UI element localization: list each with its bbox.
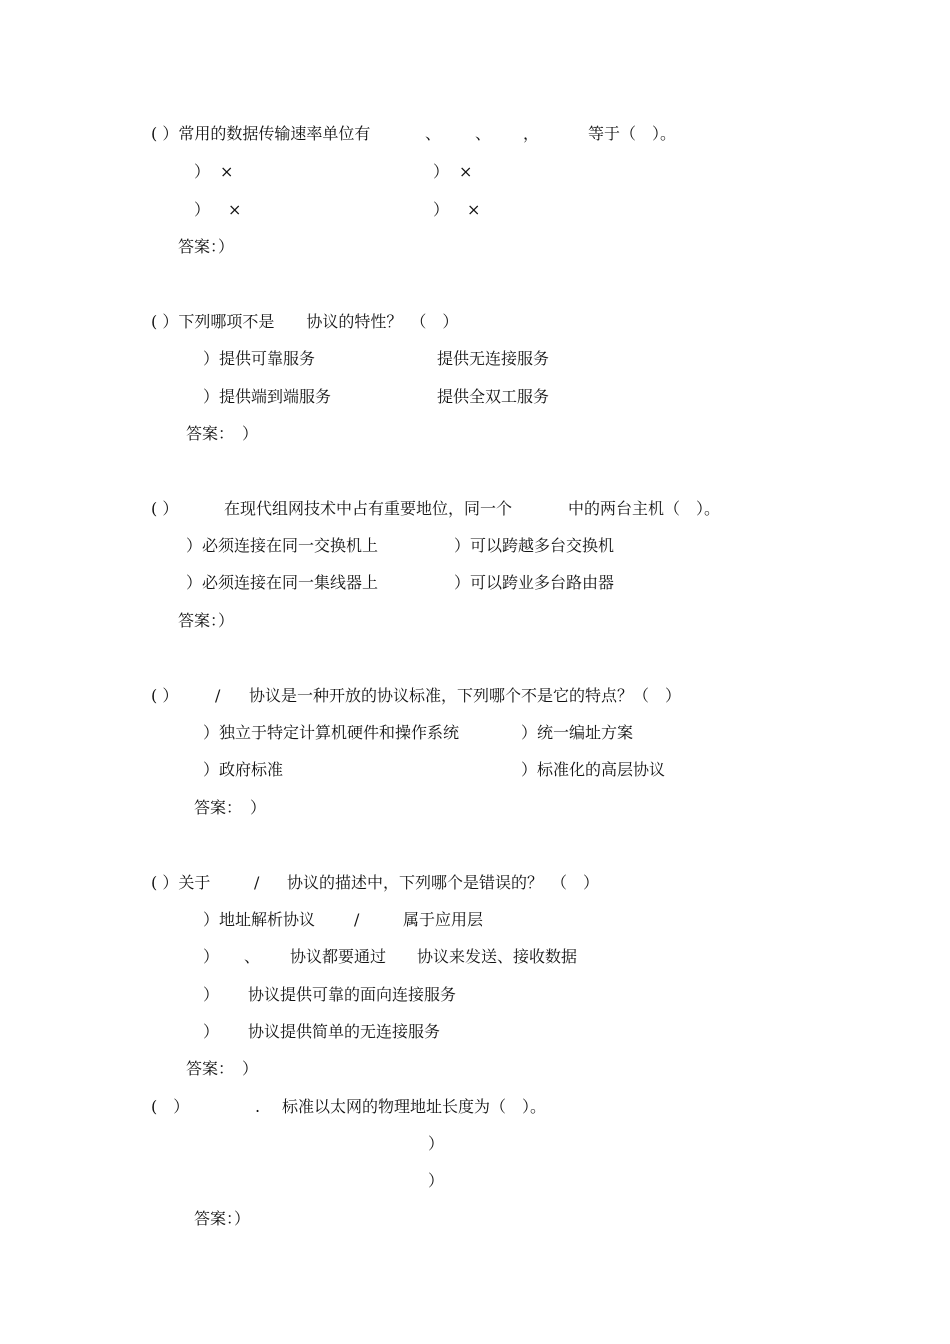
- question-stem: .: [255, 1097, 261, 1116]
- option-d: ）可以跨业多台路由器: [454, 573, 615, 592]
- option-a: ×: [220, 162, 234, 181]
- question-stem: /: [215, 686, 221, 705]
- option-c: ）必须连接在同一集线器上: [186, 573, 379, 592]
- option-a: ）: [428, 1134, 445, 1153]
- question-stem: ( ）常用的数据传输速率单位有: [151, 124, 371, 143]
- question-stem: ( ）: [151, 686, 179, 705]
- question-stem: ( ）: [151, 499, 179, 518]
- option-d: 提供全双工服务: [437, 387, 550, 406]
- option-a: ）必须连接在同一交换机上: [186, 536, 379, 555]
- option-d: ×: [467, 200, 481, 219]
- option-a: ）独立于特定计算机硬件和操作系统: [203, 723, 460, 742]
- question-stem: 标准以太网的物理地址长度为（ ）。: [282, 1097, 547, 1116]
- option-a: ）: [194, 162, 211, 181]
- answer-line: 答案：）: [178, 611, 235, 630]
- question-stem: ( ）: [151, 1097, 190, 1116]
- question-stem: 等于（ ）。: [588, 124, 677, 143]
- question-stem: 、: [425, 124, 442, 143]
- question-stem: ( ）下列哪项不是 协议的特性？ （ ）: [151, 312, 459, 331]
- option-d: ）: [433, 200, 450, 219]
- option-b: ）可以跨越多台交换机: [454, 536, 615, 555]
- option-b: 协议来发送、接收数据: [417, 947, 578, 966]
- question-stem: 、: [475, 124, 492, 143]
- option-b: 提供无连接服务: [437, 349, 550, 368]
- option-b: ）统一编址方案: [521, 723, 634, 742]
- answer-line: 答案： ）: [194, 798, 267, 817]
- answer-line: 答案：）: [194, 1209, 251, 1228]
- option-a: /: [354, 910, 360, 929]
- option-c: ×: [228, 200, 242, 219]
- question-stem: 在现代组网技术中占有重要地位，同一个: [224, 499, 513, 518]
- option-b: ）: [203, 947, 220, 966]
- option-a: 属于应用层: [403, 910, 484, 929]
- question-stem: ，: [523, 124, 540, 143]
- option-b: 协议都要通过: [290, 947, 387, 966]
- question-stem: 协议是一种开放的协议标准，下列哪个不是它的特点？（ ）: [249, 686, 682, 705]
- option-b: ）: [433, 162, 450, 181]
- option-b: 、: [244, 947, 261, 966]
- option-b: ）: [428, 1171, 445, 1190]
- question-stem: /: [254, 873, 260, 892]
- option-c: ）政府标准: [203, 760, 284, 779]
- question-stem: 协议的描述中，下列哪个是错误的？ （ ）: [287, 873, 600, 892]
- option-b: ×: [459, 162, 473, 181]
- option-a: ）地址解析协议: [203, 910, 316, 929]
- option-c: ）提供端到端服务: [203, 387, 332, 406]
- answer-line: 答案：）: [178, 237, 235, 256]
- option-d: ）标准化的高层协议: [521, 760, 666, 779]
- option-c: ）: [194, 200, 211, 219]
- option-d: 协议提供简单的无连接服务: [248, 1022, 441, 1041]
- question-stem: ( ）关于: [151, 873, 211, 892]
- option-d: ）: [203, 1022, 220, 1041]
- question-stem: 中的两台主机（ ）。: [568, 499, 721, 518]
- answer-line: 答案： ）: [186, 424, 259, 443]
- answer-line: 答案： ）: [186, 1059, 259, 1078]
- option-c: 协议提供可靠的面向连接服务: [248, 985, 457, 1004]
- option-c: ）: [203, 985, 220, 1004]
- option-a: ）提供可靠服务: [203, 349, 316, 368]
